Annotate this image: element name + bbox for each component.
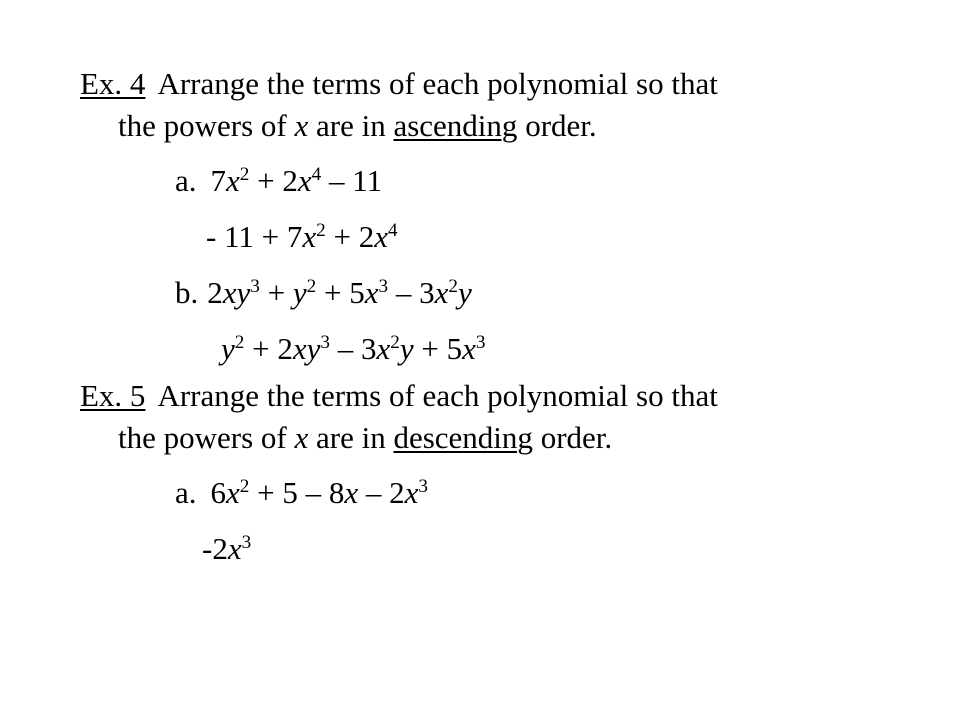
ex5-instr-mid: are in: [316, 420, 386, 455]
ex5-var: x: [294, 420, 309, 455]
term: x: [374, 219, 389, 254]
term: x: [462, 331, 476, 366]
term: 2: [207, 275, 223, 310]
ex4-instr-mid: are in: [316, 108, 386, 143]
exponent: 3: [378, 276, 389, 298]
exponent: 3: [241, 532, 252, 554]
term: x: [227, 531, 242, 566]
term: x: [226, 163, 240, 198]
exponent: 2: [306, 276, 317, 298]
term: xy: [222, 275, 251, 310]
exponent: 3: [475, 332, 486, 354]
term: y: [457, 275, 472, 310]
term: 7: [210, 163, 227, 198]
exponent: 2: [239, 476, 250, 498]
term: x: [302, 219, 317, 254]
term: x: [297, 163, 312, 198]
ex4-heading: [80, 66, 718, 102]
term: +: [259, 275, 293, 310]
term: xy: [292, 331, 321, 366]
term: – 3: [388, 275, 435, 310]
ex4-instr-pre: the powers of: [118, 108, 287, 143]
term: – 3: [330, 331, 377, 366]
term: x: [434, 275, 449, 310]
ex4-instruction-line2: [118, 108, 597, 144]
term: + 5: [413, 331, 463, 366]
ex4-a-problem: [175, 163, 382, 204]
term: + 2: [244, 331, 293, 366]
term: – 11: [321, 163, 383, 198]
term: y: [221, 331, 235, 366]
exponent: 2: [316, 220, 326, 242]
ex5-instruction-line2: [118, 420, 612, 456]
ex5-label: Ex. 5: [80, 378, 146, 413]
exponent: 3: [418, 476, 429, 498]
term: x: [404, 475, 419, 510]
term: x: [364, 275, 379, 310]
term: + 5 – 8: [249, 475, 345, 510]
ex5-a-problem: [175, 475, 428, 516]
ex4-b-problem: [175, 275, 472, 316]
term: + 2: [249, 163, 298, 198]
exponent: 2: [448, 276, 458, 298]
ex5-instr-pre: the powers of: [118, 420, 287, 455]
exponent: 3: [320, 332, 330, 354]
ex4-instruction-line1: Arrange the terms of each polynomial so that: [157, 66, 718, 101]
term: + 5: [316, 275, 365, 310]
ex4-a-answer: [206, 219, 398, 260]
ex4-instr-post: order.: [525, 108, 597, 143]
term: y: [399, 331, 414, 366]
ex4-b-marker: b.: [175, 275, 199, 310]
ex4-var: x: [294, 108, 309, 143]
exponent: 4: [311, 164, 322, 186]
ex5-order-word: descending: [393, 420, 533, 455]
term: x: [344, 475, 359, 510]
exponent: 3: [250, 276, 260, 298]
term: x: [376, 331, 391, 366]
term: y: [292, 275, 307, 310]
exponent: 2: [234, 332, 245, 354]
ex4-order-word: ascending: [393, 108, 518, 143]
exponent: 2: [239, 164, 250, 186]
ex4-label: Ex. 4: [80, 66, 146, 101]
ex5-instruction-line1: Arrange the terms of each polynomial so that: [157, 378, 718, 413]
ex5-a-answer: [202, 531, 251, 572]
term: - 11 + 7: [206, 219, 303, 254]
term: -2: [202, 531, 228, 566]
ex5-instr-post: order.: [540, 420, 613, 455]
ex5-a-marker: a.: [175, 475, 197, 510]
term: 6: [210, 475, 227, 510]
ex4-b-answer: [221, 331, 486, 372]
term: – 2: [358, 475, 405, 510]
ex5-heading: [80, 378, 718, 414]
exponent: 4: [388, 220, 398, 242]
term: + 2: [325, 219, 375, 254]
ex4-a-marker: a.: [175, 163, 197, 198]
exponent: 2: [390, 332, 400, 354]
term: x: [226, 475, 240, 510]
